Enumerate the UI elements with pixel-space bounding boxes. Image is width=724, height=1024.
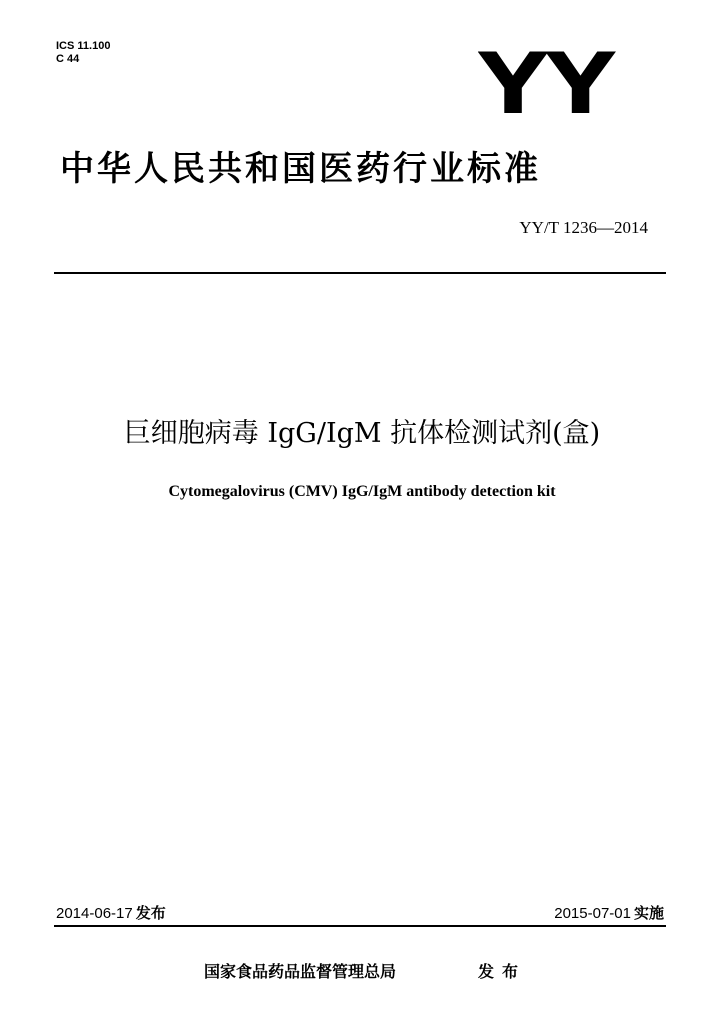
bottom-divider: [54, 925, 666, 927]
standard-category-title: 中华人民共和国医药行业标准: [60, 149, 541, 189]
issue-date-line: [56, 904, 166, 923]
document-title-en: Cytomegalovirus (CMV) IgG/IgM antibody detection kit: [168, 483, 556, 500]
publish-label: 发布: [478, 962, 527, 981]
yy-logo: YY: [478, 35, 614, 131]
document-title-cn: 巨细胞病毒 IgG/IgM 抗体检测试剂(盒): [123, 418, 601, 449]
implement-date-line: [554, 904, 664, 923]
top-divider: [54, 272, 666, 274]
issue-label: 发布: [135, 904, 166, 922]
implement-label: 实施: [633, 904, 664, 922]
ccs-code: C 44: [56, 53, 80, 65]
standard-number: YY/T 1236—2014: [519, 218, 648, 237]
publisher-name: 国家食品药品监督管理总局: [204, 962, 397, 981]
ics-code: ICS 11.100: [56, 40, 111, 52]
implement-date: 2015-07-01: [554, 905, 631, 922]
issue-date: 2014-06-17: [56, 905, 133, 922]
classification-codes: [56, 40, 110, 66]
